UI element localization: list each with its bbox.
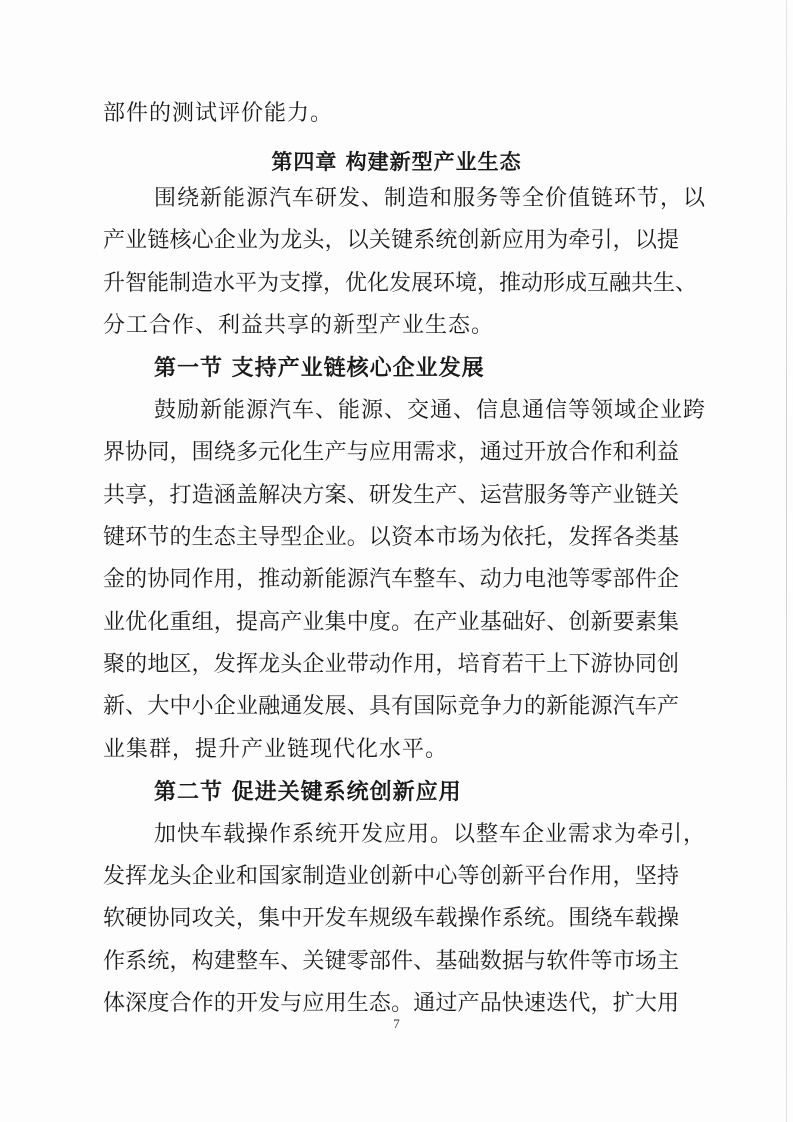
paragraph-line: 业优化重组，提高产业集中度。在产业基础好、创新要素集 (103, 610, 679, 635)
paragraph-line: 金的协同作用，推动新能源汽车整车、动力电池等零部件企 (103, 567, 679, 592)
continuation-line: 部件的测试评价能力。 (103, 101, 334, 126)
paragraph-line: 共享，打造涵盖解决方案、研发生产、运营服务等产业链关 (103, 483, 679, 508)
paragraph-line: 作系统，构建整车、关键零部件、基础数据与软件等市场主 (103, 949, 679, 974)
paragraph-line: 聚的地区，发挥龙头企业带动作用，培育若干上下游协同创 (103, 652, 679, 677)
page-number: 7 (393, 1016, 400, 1031)
paragraph-line: 加快车载操作系统开发应用。以整车企业需求为牵引， (154, 822, 707, 847)
paragraph-line: 鼓励新能源汽车、能源、交通、信息通信等领域企业跨 (154, 398, 707, 423)
paragraph-line: 分工合作、利益共享的新型产业生态。 (103, 313, 495, 338)
paragraph-line: 业集群，提升产业链现代化水平。 (103, 737, 449, 762)
paragraph-line: 新、大中小企业融通发展、具有国际竞争力的新能源汽车产 (103, 694, 679, 719)
paragraph-line: 围绕新能源汽车研发、制造和服务等全价值链环节，以 (154, 186, 707, 211)
paragraph-line: 键环节的生态主导型企业。以资本市场为依托，发挥各类基 (103, 525, 679, 550)
chapter-title: 第四章 构建新型产业生态 (271, 150, 522, 174)
paragraph-line: 软硬协同攻关，集中开发车规级车载操作系统。围绕车载操 (103, 906, 679, 931)
paragraph-line: 产业链核心企业为龙头，以关键系统创新应用为牵引，以提 (103, 228, 679, 253)
paragraph-line: 界协同，围绕多元化生产与应用需求，通过开放合作和利益 (103, 440, 679, 465)
section-title: 第一节 支持产业链核心企业发展 (154, 355, 485, 381)
section-title: 第二节 促进关键系统创新应用 (154, 779, 462, 805)
paragraph-line: 体深度合作的开发与应用生态。通过产品快速迭代，扩大用 (103, 991, 679, 1016)
paragraph-line: 升智能制造水平为支撑，优化发展环境，推动形成互融共生、 (103, 271, 698, 296)
paragraph-line: 发挥龙头企业和国家制造业创新中心等创新平台作用，坚持 (103, 864, 679, 889)
